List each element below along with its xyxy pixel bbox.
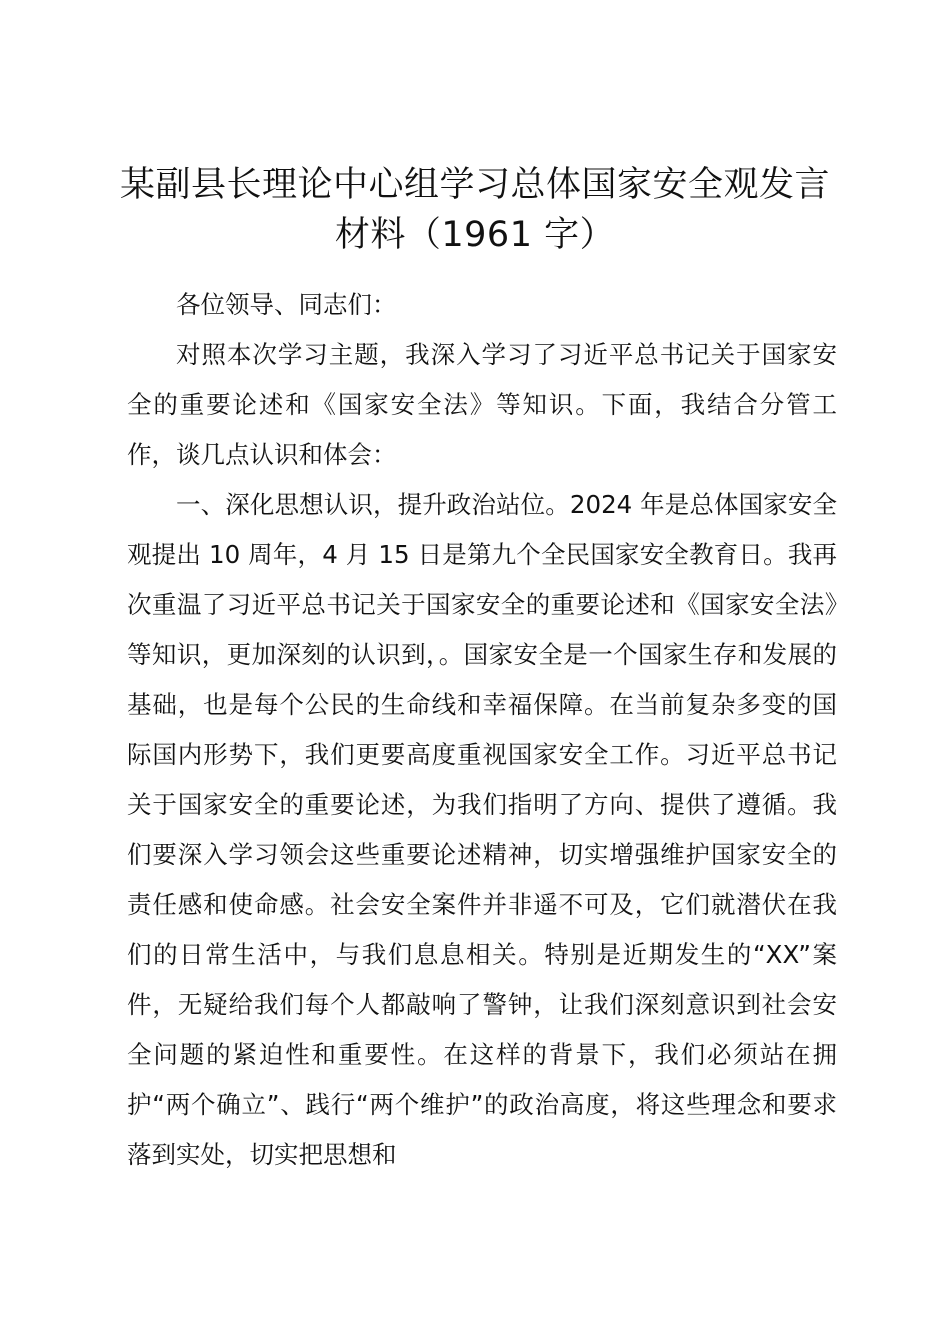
text-line: 工作，谈几点认识和体会： [127,390,837,469]
text-line: 特别是近期发生的“XX”案件，无疑给我们每个人都敲响了警 [127,940,838,1019]
title-line: 材料（1961 字） [334,215,616,255]
text-line: 样的背景下，我们必须站在拥护“两个确立”、践行“两个维 [127,1040,838,1119]
text-line: 一、深化思想认识，提升政治站位。2024 年是总体国家 [176,490,788,519]
text-line: 我再次重温了习近平总书记关于国家安全的重要论述和《国家 [127,540,837,619]
text-line: 实增强维护国家安全的责任感和使命感。社会安全案件并非遥 [127,840,837,919]
document-title [100,160,850,260]
text-line: 作。习近平总书记关于国家安全的重要论述，为我们指明了方 [127,740,838,819]
salutation: 各位领导、同志们： [176,290,397,319]
text-line: 向、提供了遵循。我们要深入学习领会这些重要论述精神，切 [127,790,838,869]
text-line: 生存和发展的基础，也是每个公民的生命线和幸福保障。在当 [127,640,838,719]
text-line: 安全观提出 10 周年，4 月 15 日是第九个全民国家安全教育日。 [127,490,838,569]
text-line: 不可及，它们就潜伏在我们的日常生活中，与我们息息相关。 [127,890,837,969]
text-line: 安全的重要论述和《国家安全法》等知识。下面，我结合分管 [127,340,837,419]
text-line: 安全法》等知识，更加深刻的认识到，。国家安全是一个国家 [127,590,838,669]
title-line: 某副县长理论中心组学习总体国家安全观发言 [119,165,830,205]
intro-paragraph [127,330,837,480]
document-body [127,280,837,1180]
section-1-paragraph [127,480,837,1180]
text-line: 护”的政治高度，将这些理念和要求落到实处，切实把思想和 [127,1090,837,1169]
text-line: 钟，让我们深刻意识到社会安全问题的紧迫性和重要性。在这 [127,990,838,1069]
text-line: 对照本次学习主题，我深入学习了习近平总书记关于国家 [176,340,813,369]
text-line: 前复杂多变的国际国内形势下，我们更要高度重视国家安全工 [127,690,838,769]
